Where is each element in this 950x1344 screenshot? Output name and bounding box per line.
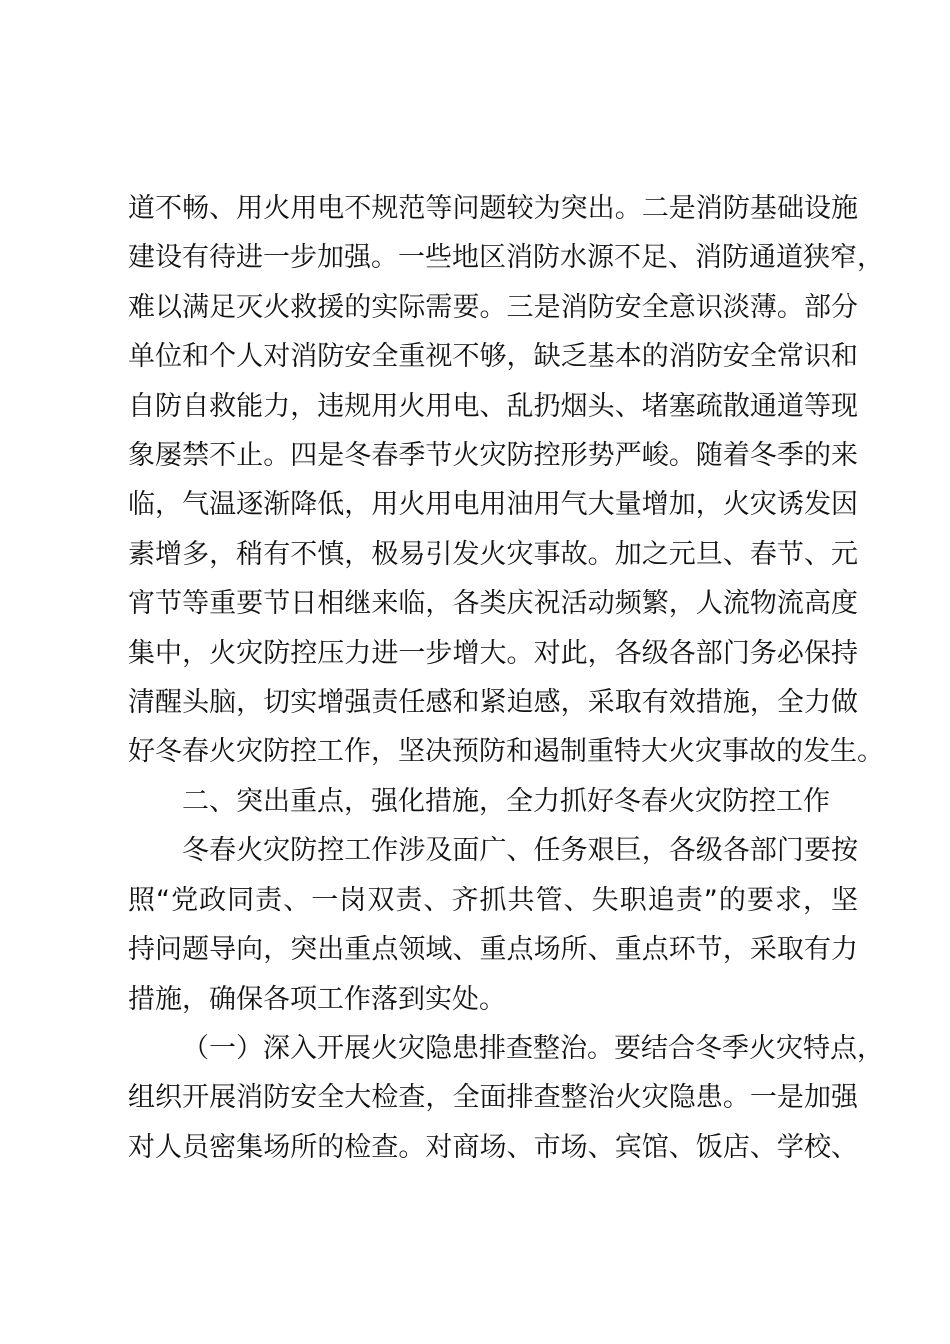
text-line: （一）深入开展火灾隐患排查整治。要结合冬季火灾特点， (182, 1032, 884, 1064)
text-line: 自防自救能力，违规用火用电、乱扔烟头、堵塞疏散通道等现 (128, 390, 858, 422)
text-line: 措施，确保各项工作落到实处。 (128, 983, 506, 1015)
text-line: 对人员密集场所的检查。对商场、市场、宾馆、饭店、学校、 (128, 1131, 858, 1163)
text-line: 素增多，稍有不慎，极易引发火灾事故。加之元旦、春节、元 (128, 538, 858, 570)
text-line: 照“党政同责、一岗双责、齐抓共管、失职追责”的要求，坚 (128, 884, 858, 916)
text-line: 组织开展消防安全大检查，全面排查整治火灾隐患。一是加强 (128, 1082, 858, 1114)
text-line: 清醒头脑，切实增强责任感和紧迫感，采取有效措施，全力做 (128, 686, 858, 718)
section-2 (128, 777, 884, 1172)
text-line: 单位和个人对消防安全重视不够，缺乏基本的消防安全常识和 (128, 341, 858, 373)
text-line: 象屡禁不止。四是冬春季节火灾防控形势严峻。随着冬季的来 (128, 439, 858, 471)
text-line: 冬春火灾防控工作涉及面广、任务艰巨，各级各部门要按 (182, 835, 858, 867)
text-line: 建设有待进一步加强。一些地区消防水源不足、消防通道狭窄， (128, 242, 884, 274)
text-line: 道不畅、用火用电不规范等问题较为突出。二是消防基础设施 (128, 193, 858, 224)
text-line: 难以满足灭火救援的实际需要。三是消防安全意识淡薄。部分 (128, 291, 858, 323)
section-heading: 二、突出重点，强化措施，全力抓好冬春火灾防控工作 (182, 786, 830, 817)
text-line: 持问题导向，突出重点领域、重点场所、重点环节，采取有力 (128, 934, 858, 966)
text-line: 临，气温逐渐降低，用火用电用油用气大量增加，火灾诱发因 (128, 489, 858, 521)
text-line: 好冬春火灾防控工作，坚决预防和遏制重特大火灾事故的发生。 (128, 736, 884, 768)
paragraph-1 (128, 184, 884, 777)
text-line: 宵节等重要节日相继来临，各类庆祝活动频繁，人流物流高度 (128, 588, 858, 620)
text-line: 集中，火灾防控压力进一步增大。对此，各级各部门务必保持 (128, 637, 858, 669)
